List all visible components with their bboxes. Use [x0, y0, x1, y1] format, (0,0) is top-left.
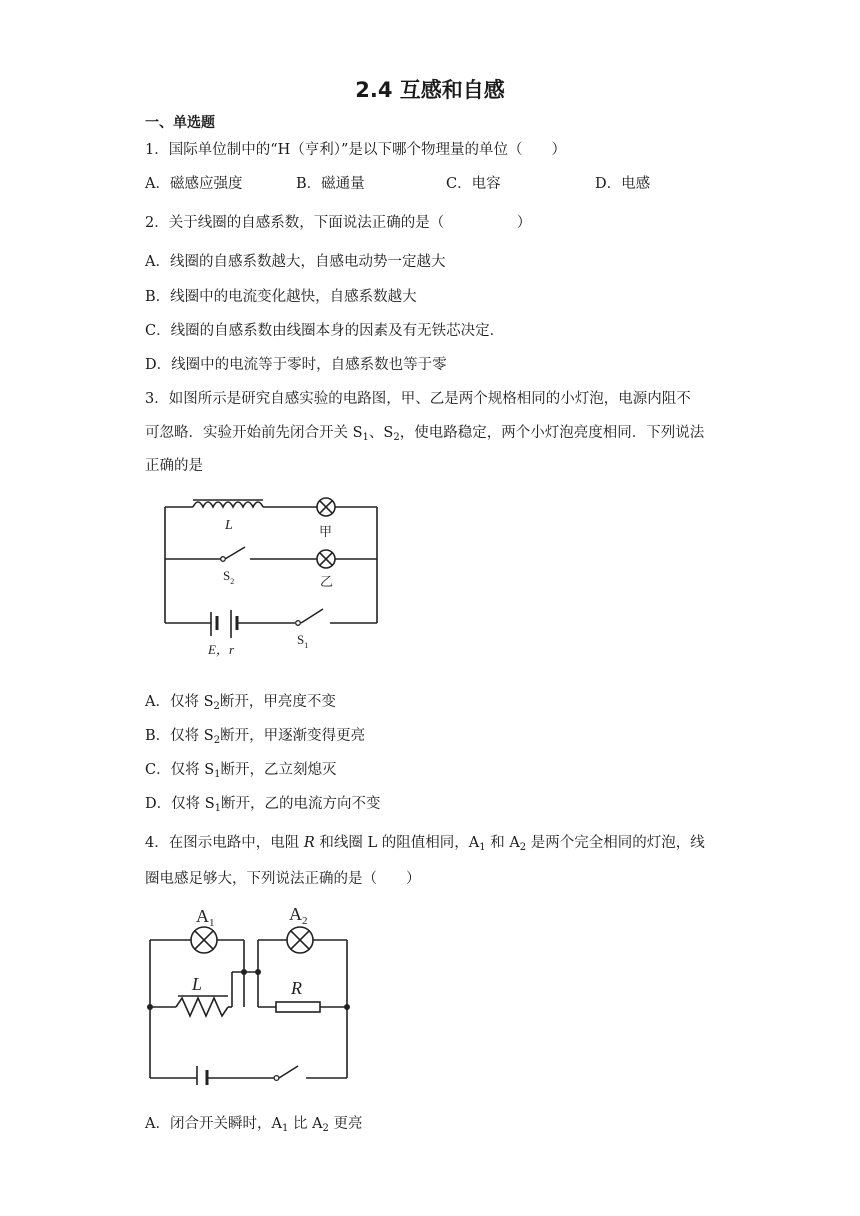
q4-label-L: L [192, 974, 203, 994]
q3-stem-line1: 3．如图所示是研究自感实验的电路图，甲、乙是两个规格相同的小灯泡，电源内阻不 [145, 391, 691, 407]
page-title: 2.4 互感和自感 [355, 78, 505, 102]
q4-label-a2: $A_2$ [289, 904, 308, 927]
q3-label-s1: $S_1$ [297, 632, 309, 650]
q3-option-a: A．仅将 $S_2$断开，甲亮度不变 [145, 694, 336, 712]
q4-stem-line2: 圈电感足够大，下列说法正确的是（ ） [145, 871, 421, 887]
q2-option-a: A．线圈的自感系数越大，自感电动势一定越大 [145, 254, 446, 270]
q1-option-a: A．磁感应强度 [145, 176, 243, 192]
q2-option-d: D．线圈中的电流等于零时，自感系数也等于零 [145, 357, 447, 373]
section-heading: 一、单选题 [145, 115, 215, 131]
q2-option-c: C．线圈的自感系数由线圈本身的因素及有无铁芯决定． [145, 323, 505, 339]
q3-stem-line3: 正确的是 [145, 458, 203, 474]
q3-label-s2: $S_2$ [223, 568, 235, 586]
q3-label-er: E，r [208, 642, 235, 657]
q3-option-d: D．仅将 $S_1$断开，乙的电流方向不变 [145, 796, 381, 814]
q1-option-b: B．磁通量 [296, 176, 365, 192]
q1-stem: 1．国际单位制中的“H（亨利）”是以下哪个物理量的单位（ ） [145, 142, 566, 158]
q3-option-c: C．仅将 $S_1$断开，乙立刻熄灭 [145, 762, 337, 780]
q4-circuit-diagram [140, 900, 360, 1085]
q4-label-a1: $A_1$ [196, 906, 215, 929]
q4-stem-line1: 4．在图示电路中，电阻 R 和线圈 L 的阻值相同，$A_1$ 和 $A_2$ 是两个完全相同的灯泡，线 [145, 835, 705, 853]
q1-option-d: D．电感 [595, 176, 651, 192]
q3-label-yi: 乙 [320, 574, 334, 589]
q1-option-c: C．电容 [446, 176, 501, 192]
q3-stem-line2: 可忽略．实验开始前先闭合开关 $S_1$、$S_2$，使电路稳定，两个小灯泡亮度相同．下列说法 [145, 425, 705, 443]
q2-stem: 2．关于线圈的自感系数，下面说法正确的是（ ） [145, 215, 532, 231]
q3-circuit-diagram [145, 484, 390, 674]
q4-label-R: R [291, 978, 302, 998]
q3-label-L: L [225, 518, 233, 533]
q4-option-a: A．闭合开关瞬时，$A_1$ 比 $A_2$ 更亮 [145, 1116, 363, 1134]
q3-label-jia: 甲 [319, 524, 333, 539]
q2-option-b: B．线圈中的电流变化越快，自感系数越大 [145, 289, 417, 305]
q3-option-b: B．仅将 $S_2$断开，甲逐渐变得更亮 [145, 728, 366, 746]
